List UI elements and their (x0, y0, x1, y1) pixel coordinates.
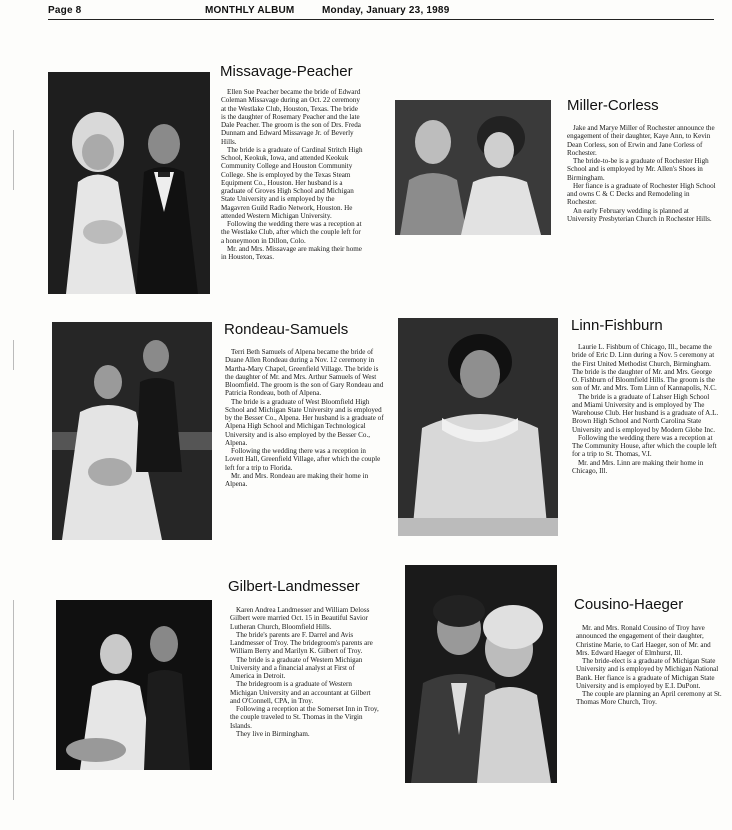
paragraph: Mr. and Mrs. Rondeau are making their home in Alpena. (225, 471, 369, 488)
announcement-text (230, 606, 380, 738)
announcement-title: Miller-Corless (567, 97, 659, 114)
paragraph: The bride is a graduate of Cardinal Stritch High School, Keokuk, Iowa, and attended Keokuk Community College and Houston Community College. She is employed by the Texas Steam Equipment Co., Houston. Her husband is a graduate of Groves High School and Michigan State University and is employed by the Magavren Guild Radio Network, Houston. He attended Western Michigan University. (221, 145, 363, 220)
wedding-photo (56, 600, 212, 770)
paragraph: The bride is a graduate of Western Michigan University and a financial analyst at First of America in Detroit. (230, 655, 363, 680)
scan-margin-mark (13, 600, 14, 800)
announcement-text (572, 343, 720, 475)
wedding-photo (398, 318, 558, 536)
paragraph: Mr. and Mrs. Ronald Cousino of Troy have announced the engagement of their daughter, Christine Marie, to Carl Haeger, son of Mr. and Mrs. Edward Haeger of Elmhurst, Ill. (576, 624, 711, 657)
announcement-title: Linn-Fishburn (571, 317, 663, 334)
paragraph: An early February wedding is planned at University Presbyterian Church in Rochester Hills. (567, 206, 712, 223)
paragraph: Following the wedding there was a reception in Lovett Hall, Greenfield Village, after which the couple left for a trip to Florida. (225, 447, 381, 472)
scan-margin-mark (13, 340, 14, 370)
paragraph: Her fiance is a graduate of Rochester High School and owns C & C Decks and Remodeling in Rochester. (567, 181, 716, 207)
paragraph: Following the wedding there was a reception at The Community House, after which the couple left for a trip to St. Thomas, V.I. (572, 433, 717, 459)
announcement-title: Cousino-Haeger (574, 596, 684, 613)
paragraph: The bride is a graduate of Lahser High School and Miami University and is employed by The Warehouse Club. Her husband is a graduate of A.L. Brown High School and North Carolina State University and is employed by Modern Globe Inc. (572, 392, 719, 434)
announcement-text (567, 124, 717, 223)
announcement-text (576, 624, 722, 707)
paragraph: The bride-to-be is a graduate of Rochester High School and is employed by Mr. Allen's Shoes in Birmingham. (567, 157, 709, 182)
scan-margin-mark (13, 130, 14, 190)
announcement-title: Missavage-Peacher (220, 63, 353, 80)
page-number: Page 8 (48, 5, 82, 16)
paragraph: The bride is a graduate of West Bloomfield High School and Michigan State University and is employed by the Besser Co., Alpena. Her husband is a graduate of Alpena High School and Michigan Technological University and is also employed by the Besser Co., Alpena. (225, 397, 384, 447)
paragraph: Following a reception at the Somerset Inn in Troy, the couple traveled to St. Thomas in the Virgin Islands. (230, 705, 379, 730)
announcement-text (221, 88, 363, 261)
paragraph: Jake and Marye Miller of Rochester announce the engagement of their daughter, Kaye Ann, to Kevin Dean Corless, son of Erwin and Jane Corless of Rochester. (567, 124, 715, 157)
engagement-photo (405, 565, 557, 783)
paragraph: The couple are planning an April ceremony at St. Thomas More Church, Troy. (576, 690, 722, 707)
paragraph: Following the wedding there was a reception at the Westlake Club, after which the couple left for a honeymoon in Dillon, Colo. (221, 220, 362, 245)
paragraph: They live in Birmingham. (236, 729, 310, 738)
page-header (0, 0, 732, 22)
announcement-title: Gilbert-Landmesser (228, 578, 360, 595)
wedding-photo (52, 322, 212, 540)
paragraph: Mr. and Mrs. Missavage are making their home in Houston, Texas. (221, 244, 362, 261)
issue-date: Monday, January 23, 1989 (322, 5, 450, 16)
paragraph: Karen Andrea Landmesser and William Deloss Gilbert were married Oct. 15 in Beautiful Savior Lutheran Church, Bloomfield Hills. (230, 606, 370, 631)
wedding-photo (48, 72, 210, 294)
publication-name: MONTHLY ALBUM (205, 5, 295, 16)
paragraph: Terri Beth Samuels of Alpena became the bride of Duane Allen Rondeau during a Nov. 12 ceremony in Martha-Mary Chapel, Greenfield Village. The bride is the daughter of Mr. and Mrs. Arthur Samuels of West Bloomfield. The groom is the son of Gary Rondeau and Patricia Rondeau, both of Alpena. (225, 348, 384, 398)
header-rule (48, 19, 714, 20)
paragraph: The bridegroom is a graduate of Western Michigan University and an accountant at Gilbert and O'Connell, CPA, in Troy. (230, 680, 371, 705)
announcement-text (225, 348, 385, 488)
announcement-title: Rondeau-Samuels (224, 321, 349, 338)
paragraph: The bride-elect is a graduate of Michigan State University and is employed by Michigan National Bank. Her fiance is a graduate of Michigan State University and is employed by E.I. DuPont. (576, 657, 719, 690)
paragraph: The bride's parents are F. Darrel and Avis Landmesser of Troy. The bridegroom's parents are William Berry and Marilyn K. Gilbert of Troy. (230, 630, 373, 656)
paragraph: Laurie L. Fishburn of Chicago, Ill., became the bride of Eric D. Linn during a Nov. 5 ceremony at the First United Methodist Church, Birmingham. The bride is the daughter of Mr. and Mrs. George O. Fishburn of Bloomfield Hills. The groom is the son of Mr. and Mrs. Tom Linn of Kannapolis, N.C. (572, 343, 717, 393)
paragraph: Mr. and Mrs. Linn are making their home in Chicago, Ill. (572, 458, 704, 475)
engagement-photo (395, 100, 551, 235)
paragraph: Ellen Sue Peacher became the bride of Edward Coleman Missavage during an Oct. 22 ceremony at the Westlake Club, Houston, Texas. The bride is the daughter of Rosemary Peacher and the late Dale Peacher. The groom is the son of Drs. Freda Dunnam and Edward Missavage Jr. of Beverly Hills. (221, 88, 361, 146)
